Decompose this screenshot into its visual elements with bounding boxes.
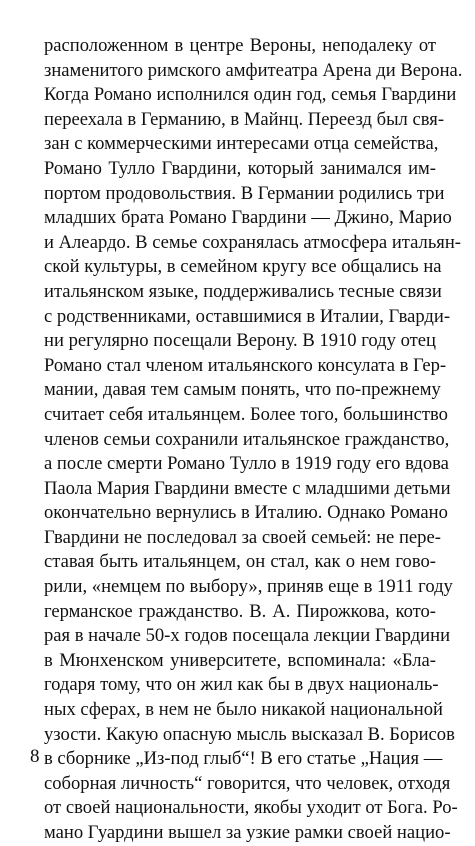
text-line: рили, «немцем по выбору», приняв еще в 1911 году [44, 576, 453, 598]
text-line: Гвардини не последовал за своей семьей: не пере- [44, 526, 441, 548]
text-line: зан с коммерческими интересами отца семейства, [44, 133, 439, 155]
text-line: соборная личность“ говорится, что человек, отходя [44, 772, 451, 794]
text-line: в Мюнхенском университете, вспоминала: «Бла- [44, 649, 436, 671]
text-line: Романо Тулло Гвардини, который занимался им- [44, 157, 436, 179]
text-line: переехала в Германию, в Майнц. Переезд был свя- [44, 108, 445, 130]
text-line: Когда Романо исполнился один год, семья Гвардини [44, 84, 457, 106]
text-line: ской культуры, в семейном кругу все общались на [44, 256, 442, 278]
text-line: младших брата Романо Гвардини — Джино, Марио [44, 207, 452, 229]
text-line: знаменитого римского амфитеатра Арена ди Верона. [44, 59, 463, 81]
text-line: от своей национальности, якобы уходит от Бога. Ро- [44, 797, 458, 819]
text-line: мании, давая тем самым понять, что по-прежнему [44, 379, 441, 401]
text-line: считает себя итальянцем. Более того, большинство [44, 403, 448, 425]
text-line: Романо стал членом итальянского консулата в Гер- [44, 354, 447, 376]
text-line: узости. Какую опасную мысль высказал В. Борисов [44, 723, 455, 745]
text-line: ных сферах, в нем не было никакой национальной [44, 699, 444, 721]
text-line: портом продовольствия. В Германии родились три [44, 182, 445, 204]
text-line: мано Гуардини вышел за узкие рамки своей нацио- [44, 822, 451, 843]
text-line: ставая быть итальянцем, он стал, как о нем гово- [44, 551, 436, 573]
text-line: членов семьи сохранили итальянское гражданство, [44, 428, 450, 450]
text-line: в сборнике „Из-под глыб“! В его статье „Нация — [44, 748, 443, 770]
text-line: расположенном в центре Вероны, неподалеку от [44, 35, 436, 56]
body-text [44, 34, 463, 846]
text-line: а после смерти Романо Тулло в 1919 году его вдова [44, 453, 449, 475]
text-line: рая в начале 50-х годов посещала лекции Гвардини [44, 625, 451, 647]
text-line: германское гражданство. В. А. Пирожкова, кото- [44, 600, 436, 622]
text-line: и Алеардо. В семье сохранялась атмосфера итальян- [44, 231, 461, 253]
text-line: Паола Мария Гвардини вместе с младшими детьми [44, 477, 451, 499]
page-number: 8 [30, 746, 40, 767]
text-line: с родственниками, оставшимися в Италии, Гварди- [44, 305, 451, 327]
text-line: годаря тому, что он жил как бы в двух националь- [44, 674, 439, 696]
text-line: окончательно вернулись в Италию. Однако Романо [44, 502, 448, 524]
text-line: ни регулярно посещали Верону. В 1910 году отец [44, 330, 436, 352]
text-line: итальянском языке, поддерживались тесные связи [44, 280, 442, 302]
